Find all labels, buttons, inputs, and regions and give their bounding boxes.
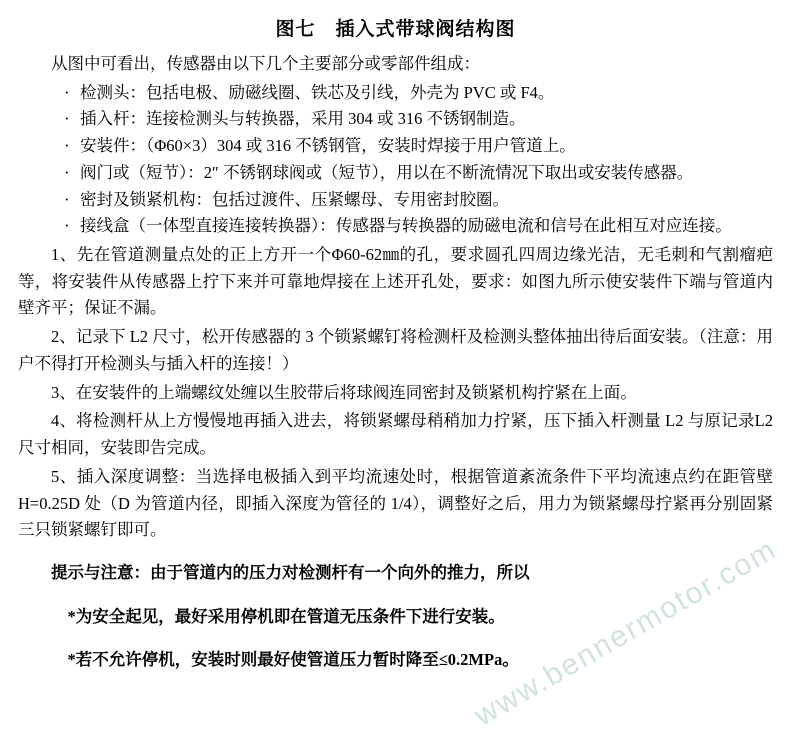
list-item bbox=[18, 106, 773, 133]
page-title: 图七 插入式带球阀结构图 bbox=[275, 19, 516, 40]
bullet-icon: · bbox=[64, 136, 70, 156]
bullet-icon: · bbox=[64, 109, 70, 129]
step-paragraph-4: 4、将检测杆从上方慢慢地再插入进去，将锁紧螺母稍稍加力拧紧，压下插入杆测量 L2 与原记录L2 尺寸相同，安装即告完成。 bbox=[18, 411, 773, 458]
notice-line-1: *为安全起见，最好采用停机即在管道无压条件下进行安装。 bbox=[67, 606, 505, 626]
list-item-label: 接线盒（一体型直接连接转换器）：传感器与转换器的励磁电流和信号在此相互对应连接。 bbox=[80, 216, 732, 236]
bullet-icon: · bbox=[64, 216, 70, 236]
bullet-icon: · bbox=[64, 82, 70, 102]
notice-label: 提示与注意： bbox=[51, 563, 150, 583]
step-paragraph-3: 3、在安装件的上端螺纹处缠以生胶带后将球阀连同密封及锁紧机构拧紧在上面。 bbox=[51, 382, 637, 402]
notice-block bbox=[18, 560, 773, 673]
step-paragraph-5: 5、插入深度调整：当选择电极插入到平均流速处时，根据管道紊流条件下平均流速点约在距管壁H=0.25D 处（D 为管道内径，即插入深度为管径的 1/4），调整好之后，用力为锁紧螺母拧紧再分别固紧三只锁紧螺钉即可。 bbox=[18, 466, 773, 540]
component-list bbox=[18, 80, 773, 240]
list-item-label: 检测头：包括电极、励磁线圈、铁芯及引线，外壳为 PVC 或 F4。 bbox=[80, 82, 555, 102]
notice-line-2: *若不允许停机，安装时则最好使管道压力暂时降至≤0.2MPa。 bbox=[67, 649, 519, 669]
list-item bbox=[18, 80, 773, 107]
step-paragraph-1: 1、先在管道测量点处的正上方开一个Φ60-62㎜的孔，要求圆孔四周边缘光洁，无毛刺和气割瘤疤等，将安装件从传感器上拧下来并可靠地焊接在上述开孔处，要求：如图九所示使安装件下端与管道内壁齐平；保证不漏。 bbox=[18, 245, 773, 318]
list-item-label: 阀门或（短节）：2″ 不锈钢球阀或（短节），用以在不断流情况下取出或安装传感器。 bbox=[80, 162, 694, 182]
list-item bbox=[18, 213, 773, 240]
list-item-label: 插入杆：连接检测头与转换器，采用 304 或 316 不锈钢制造。 bbox=[80, 109, 526, 129]
list-item-label: 安装件：（Φ60×3）304 或 316 不锈钢管，安装时焊接于用户管道上。 bbox=[80, 136, 576, 156]
list-item bbox=[18, 133, 773, 160]
bullet-icon: · bbox=[64, 189, 70, 209]
watermark-text: www.bennermotor.com bbox=[468, 532, 783, 733]
intro-paragraph: 从图中可看出，传感器由以下几个主要部分或零部件组成： bbox=[51, 54, 480, 73]
step-paragraph-2: 2、记录下 L2 尺寸，松开传感器的 3 个锁紧螺钉将检测杆及检测头整体抽出待后面安装。（注意：用户不得打开检测头与插入杆的连接！） bbox=[18, 327, 773, 373]
bullet-icon: · bbox=[64, 162, 70, 182]
list-item-label: 密封及锁紧机构：包括过渡件、压紧螺母、专用密封胶圈。 bbox=[80, 189, 509, 209]
list-item bbox=[18, 160, 773, 187]
list-item bbox=[18, 187, 773, 214]
notice-lead-text: 由于管道内的压力对检测杆有一个向外的推力，所以 bbox=[150, 563, 530, 583]
notice-lead-line bbox=[18, 560, 773, 587]
